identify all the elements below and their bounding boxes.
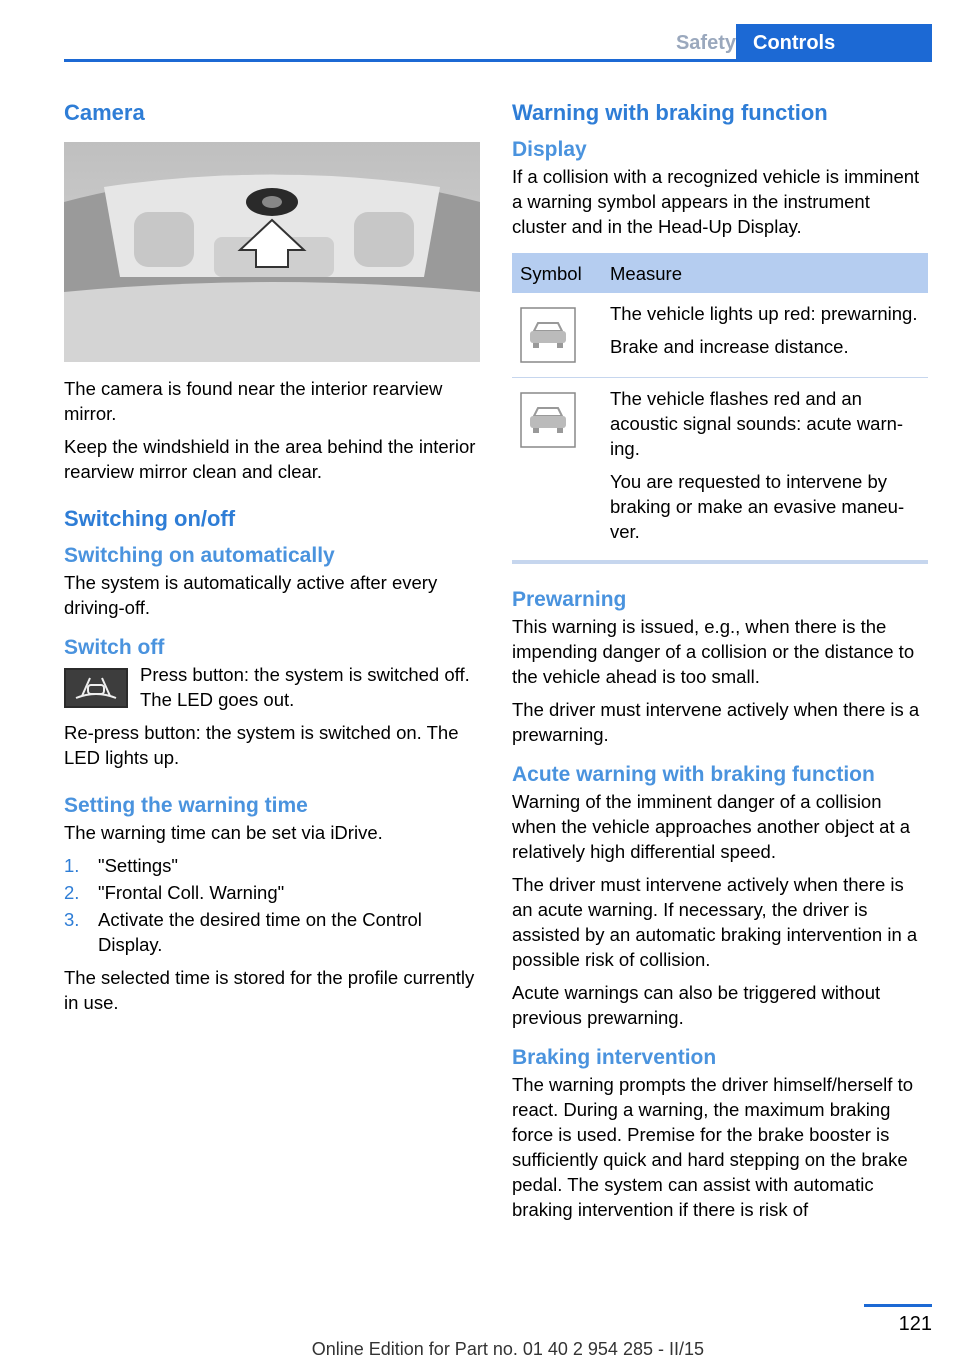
step-number: 1.	[64, 855, 80, 876]
acute-paragraph-1: Warning of the imminent danger of a collision when the vehicle approaches another object at a relatively high differential speed.	[512, 791, 911, 862]
col-symbol: Symbol	[512, 253, 602, 293]
measure-cell	[602, 293, 928, 378]
footer-rule	[864, 1304, 932, 1307]
braking-paragraph: The warning prompts the driver himself/herself to react. During a warning, the maximum braking force is used. Premise for the brake booster is sufficiently quick and hard stepping on the brake pedal. The system can assist with automatic braking intervention if there is risk of	[512, 1074, 914, 1220]
list-item	[64, 880, 480, 905]
vehicle-warning-icon	[520, 392, 576, 448]
measure-text: The vehicle flashes red and an acoustic signal sounds: acute warning.	[610, 388, 904, 459]
col-measure: Measure	[602, 253, 928, 293]
vehicle-warning-icon	[520, 307, 576, 363]
measure-text: The vehicle lights up red: prewarning.	[610, 303, 918, 324]
display-heading: Display	[512, 138, 587, 161]
page-header	[0, 0, 960, 62]
symbol-cell	[512, 293, 602, 378]
prewarning-heading: Prewarning	[512, 588, 627, 611]
list-item	[64, 907, 480, 957]
auto-paragraph: The system is automatically active after every driving-off.	[64, 572, 438, 618]
symbol-table	[512, 253, 928, 560]
stored-paragraph: The selected time is stored for the profile currently in use.	[64, 967, 475, 1013]
step-text: "Frontal Coll. Warning"	[98, 882, 285, 903]
header-rule	[64, 59, 932, 62]
left-column	[64, 98, 480, 1023]
acute-paragraph-2: The driver must intervene actively when there is an acute warning. If necessary, the driver is assisted by an automatic braking intervention in a possible risk of collision.	[512, 874, 918, 970]
table-row	[512, 293, 928, 378]
step-number: 3.	[64, 909, 80, 930]
switch-off-row	[64, 662, 480, 712]
prewarning-paragraph-2: The driver must intervene actively when there is a prewarning.	[512, 699, 920, 745]
braking-intervention-heading: Braking intervention	[512, 1046, 717, 1069]
acute-paragraph-3: Acute warnings can also be triggered without previous prewarning.	[512, 982, 881, 1028]
measure-text: You are requested to intervene by braking or make an evasive maneuver.	[610, 471, 905, 542]
table-header-row	[512, 253, 928, 293]
camera-windshield-photo	[64, 142, 480, 362]
list-item	[64, 853, 480, 878]
collision-warning-button-icon	[64, 668, 128, 708]
edition-footer: Online Edition for Part no. 01 40 2 954 285 - II/15	[311, 1339, 704, 1359]
warning-time-paragraph: The warning time can be set via iDrive.	[64, 822, 383, 843]
step-text: "Settings"	[98, 855, 178, 876]
switching-heading: Switching on/off	[64, 506, 236, 531]
switch-off-heading: Switch off	[64, 636, 165, 659]
tab-controls[interactable]: Controls	[736, 24, 932, 59]
table-row	[512, 378, 928, 561]
prewarning-paragraph-1: This warning is issued, e.g., when there is the impending danger of a collision or the distance to the vehicle ahead is too small.	[512, 616, 915, 687]
switch-on-paragraph: Re-press button: the system is switched on. The LED lights up.	[64, 722, 459, 768]
step-number: 2.	[64, 882, 80, 903]
acute-warning-heading: Acute warning with braking function	[512, 763, 875, 786]
steps-list	[64, 853, 480, 957]
symbol-cell	[512, 378, 602, 561]
step-text: Activate the desired time on the Control Display.	[98, 909, 422, 955]
page-number: 121	[898, 1313, 932, 1335]
warning-braking-heading: Warning with braking function	[512, 100, 828, 125]
auto-heading: Switching on automatically	[64, 544, 335, 567]
display-paragraph: If a collision with a recognized vehicle is imminent a warning symbol appears in the instrument cluster and in the Head-Up Display.	[512, 166, 920, 237]
camera-paragraph-1: The camera is found near the interior rearview mirror.	[64, 378, 443, 424]
table-end-rule	[512, 560, 928, 564]
measure-text: Brake and increase distance.	[610, 336, 849, 357]
tab-safety[interactable]: Safety	[675, 32, 736, 54]
camera-paragraph-2: Keep the windshield in the area behind the interior rearview mirror clean and clear.	[64, 436, 476, 482]
right-column	[512, 98, 928, 1230]
switch-off-paragraph: Press button: the system is switched off. The LED goes out.	[140, 664, 470, 710]
camera-heading: Camera	[64, 100, 145, 125]
measure-cell	[602, 378, 928, 561]
warning-time-heading: Setting the warning time	[64, 794, 308, 817]
